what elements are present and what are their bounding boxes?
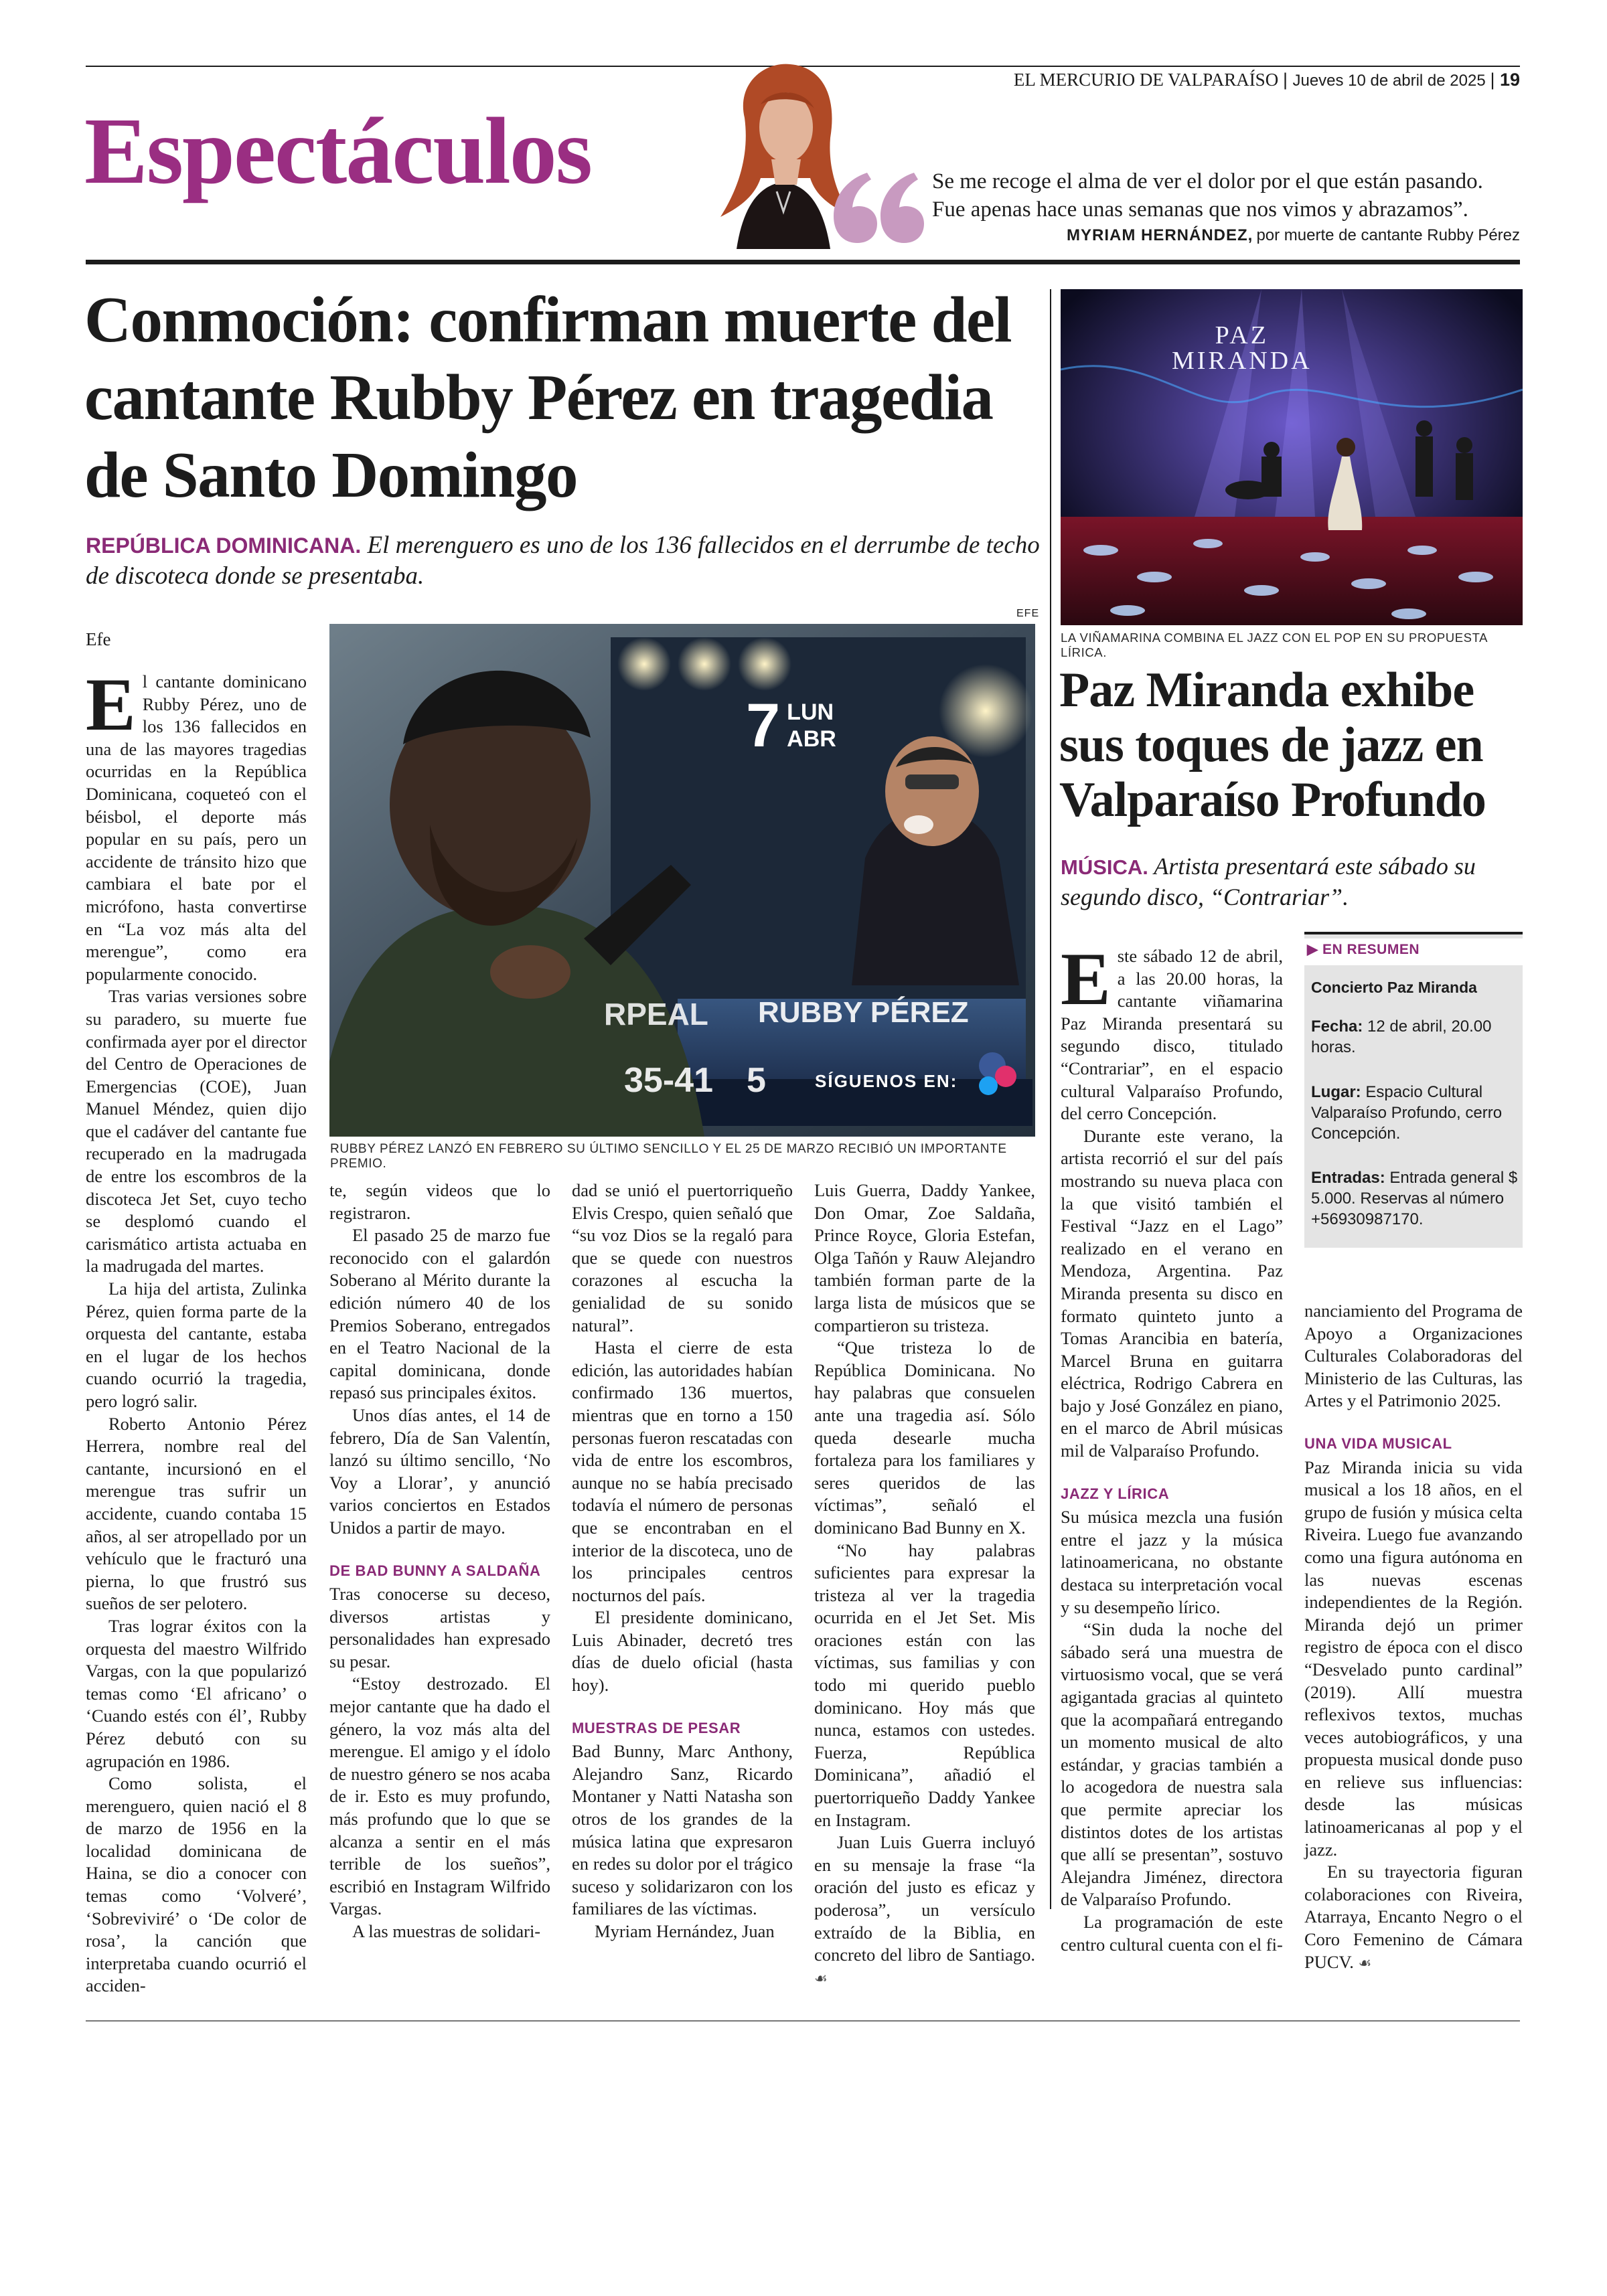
side-deck (1061, 851, 1523, 912)
quote-context: por muerte de cantante Rubby Pérez (1256, 226, 1520, 244)
main-col-1 (86, 663, 307, 1997)
main-photo (329, 624, 1035, 1137)
paragraph: Tras conocerse su deceso, diversos artistas y personalidades han expresado su pesar. (329, 1584, 550, 1671)
paragraph: Paz Miranda inicia su vida musical a los 18 años, en el grupo de fusión y música celta Riveira. Luego fue avanzando como una figura autónoma en las nuevas escenas independientes de la Región. Miranda dejó un primer registro de época con el disco “Desvelado punto cardinal” (2019). Allí muestra reflexivos textos, muchas veces autobiográficos, y una propuesta musical donde puso en relieve sus influencias: desde las músicas latinoamericanas al pop y el jazz. (1304, 1457, 1523, 1860)
photo-credit: EFE (1016, 608, 1040, 619)
side-col-2 (1304, 1300, 1523, 1975)
paragraph: dad se unió el puertorriqueño Elvis Crespo, quien señaló que “su voz Dios se la regaló para que se quede con nuestros corazones al escucha la genialidad de su sonido natural”. (572, 1180, 793, 1335)
main-deck (86, 530, 1043, 591)
paragraph: Hasta el cierre de esta edición, las autoridades habían confirmado 136 muertos, mientras que en torno a 150 personas fueron rescatadas con vida de entre los escombros, aunque no se había precisado todavía el número de personas que se encontraban en el interior de la discoteca, uno de los principales centros nocturnos del país. (572, 1337, 793, 1605)
play-icon: ▶ (1307, 942, 1318, 957)
poster-date (746, 691, 836, 760)
side-photo-logo-bottom: MIRANDA (1172, 347, 1312, 375)
paragraph-text: En su trayectoria figuran colaboraciones con Riveira, Atarraya, Encanto Negro o el Coro Femenino de Cámara PUCV. (1304, 1862, 1523, 1972)
paragraph: “Sin duda la noche del sábado será una muestra de virtuosismo vocal, que se verá agigantada gracias al quinteto que la acompañará entregando un momento musical de alto estándar, y gracias también a lo acogedora de nuestra sala que permite apreciar los distintos dotes de los artistas que allí se presentan”, sostuvo Alejandra Jiménez, directora de Valparaíso Profundo. (1061, 1619, 1283, 1910)
masthead-line: EL MERCURIO DE VALPARAÍSO | Jueves 10 de abril de 2025 | 19 (1013, 70, 1520, 90)
paragraph: nanciamiento del Programa de Apoyo a Organizaciones Culturales Colaboradoras del Ministerio de las Culturas, las Artes y el Patrimonio 2025. (1304, 1301, 1523, 1411)
paragraph: Durante este verano, la artista recorrió el sur del país mostrando su nueva placa con la que visitó también el Festival “Jazz en el Lago” realizado en el verano en Mendoza, Argentina. Paz Miranda presenta su disco en formato quinteto junto a Tomas Arancibia en batería, Marcel Bruna en guitarra eléctrica, Rodrigo Cabrera en bajo y José González en piano, en el marco de Abril músicas mil de Valparaíso Profundo. (1061, 1125, 1283, 1461)
main-col-3 (572, 1179, 793, 1943)
paragraph: Su música mezcla una fusión entre el jazz y la música latinoamericana, no obstante destaca su interpretación vocal y su desempeño lírico. (1061, 1507, 1283, 1617)
side-deck-text: Artista presentará este sábado su segundo disco, “Contrariar”. (1061, 853, 1476, 910)
main-drop-cap: E (86, 663, 136, 746)
side-kicker: MÚSICA. (1061, 855, 1148, 879)
section-title: Espectáculos (84, 98, 591, 203)
main-kicker: REPÚBLICA DOMINICANA. (86, 534, 362, 558)
poster-day: 7 (746, 691, 781, 760)
summary-label-text: EN RESUMEN (1322, 942, 1420, 957)
poster-name: RUBBY PÉREZ (758, 996, 969, 1029)
poster-month: ABR (787, 726, 836, 752)
side-photo-logo (1172, 323, 1312, 374)
paragraph: “Estoy destrozado. El mejor cantante que ha dado el género, la voz más alta del merengue. El amigo y el ídolo de nuestro género se nos acaba de ir. Esto es muy profundo, más profundo que lo que se alcanza a sentir en el más terrible de los sueños”, escribió en Instagram Wilfrido Vargas. (329, 1673, 550, 1919)
side-drop-cap: E (1061, 938, 1111, 1021)
main-col-4 (814, 1179, 1035, 1990)
summary-date (1311, 1016, 1519, 1058)
subhead-muestras: MUESTRAS DE PESAR (572, 1719, 741, 1736)
summary-place (1311, 1082, 1519, 1144)
paper-name: EL MERCURIO DE VALPARAÍSO (1013, 70, 1279, 90)
subhead-jazz: JAZZ Y LÍRICA (1061, 1485, 1170, 1502)
poster-phone (624, 1060, 766, 1100)
side-photo-logo-top: PAZ (1215, 321, 1269, 349)
main-byline: Efe (86, 629, 111, 649)
paragraph: Bad Bunny, Marc Anthony, Alejandro Sanz, Ricardo Montaner y Natti Natasha son otros de los grandes de la música latina que expresaron en redes su dolor por el trágico suceso y solidarizaron con los familiares de las víctimas. (572, 1741, 793, 1919)
summary-tickets (1311, 1167, 1519, 1230)
poster-left-name: RPEAL (604, 997, 708, 1032)
paragraph-text: Juan Luis Guerra incluyó en su mensaje la frase “la oración del justo es eficaz y poderosa”, un versículo extraído de la Biblia, en concreto del libro de Santiago. (814, 1832, 1035, 1965)
main-col-2 (329, 1179, 550, 1943)
side-photo-caption: LA VIÑAMARINA COMBINA EL JAZZ CON EL POP EN SU PROPUESTA LÍRICA. (1061, 631, 1488, 659)
summary-date-label: Fecha: (1311, 1017, 1363, 1036)
side-col-1 (1061, 938, 1283, 1956)
paragraph: El presidente dominicano, Luis Abinader, decretó tres días de duelo oficial (hasta hoy). (572, 1607, 793, 1696)
paragraph: te, según videos que lo registraron. (329, 1180, 550, 1223)
paragraph: A las muestras de solidari- (352, 1921, 541, 1941)
subhead-vida: UNA VIDA MUSICAL (1304, 1434, 1452, 1452)
main-headline: Conmoción: confirman muerte del cantante Rubby Pérez en tragedia de Santo Domingo (84, 284, 1012, 511)
summary-place-label: Lugar: (1311, 1083, 1361, 1101)
paragraph: La programación de este centro cultural cuenta con el fi- (1061, 1911, 1283, 1955)
paragraph: l cantante dominicano Rubby Pérez, uno de los 136 fallecidos en una de las mayores tragedias ocurridas en la República Dominicana, coqueteó con el béisbol, el deporte más popular en su país, pero un accidente de tránsito hizo que cambiara el bate por el micrófono, hasta convertirse en “La voz más alta del merengue”, como era popularmente conocido. (86, 671, 307, 984)
paragraph: La hija del artista, Zulinka Pérez, quien forma parte de la orquesta del cantante, estaba en el lugar de los hechos cuando ocurrió la tragedia, pero logró salir. (86, 1279, 307, 1411)
paragraph (814, 1831, 1035, 1990)
paragraph: Tras lograr éxitos con la orquesta del maestro Wilfrido Vargas, con la que popularizó temas como ‘El africano’ o ‘Cuando estés con él’, Rubby Pérez debutó con su agrupación en 1986. (86, 1615, 307, 1771)
summary-label (1304, 938, 1523, 965)
paragraph: “Que tristeza lo de República Dominicana. No hay palabras que consuelen ante una tragedia así. Sólo queda desearle mucha fortaleza para los familiares y seres queridos de las víctimas”, señaló el dominicano Bad Bunny en X. (814, 1337, 1035, 1538)
poster-follow: SÍGUENOS EN: (815, 1071, 958, 1091)
end-mark-icon: ☙ (1358, 1955, 1372, 1972)
page-number: 19 (1499, 70, 1520, 90)
summary-box (1304, 932, 1523, 1248)
quote-author: MYRIAM HERNÁNDEZ, (1067, 226, 1253, 244)
quote-attribution (1067, 226, 1520, 245)
quote-text: Se me recoge el alma de ver el dolor por el que están pasando. Fue apenas hace unas semanas que nos vimos y abrazamos”. (932, 169, 1483, 222)
paragraph (1304, 1861, 1523, 1975)
paragraph: Myriam Hernández, Juan (595, 1921, 775, 1941)
quote-mark-icon (827, 159, 927, 249)
end-mark-icon: ☙ (814, 1970, 828, 1987)
summary-tickets-label: Entradas: (1311, 1169, 1385, 1187)
summary-date-value: 12 de abril, 20.00 horas. (1311, 1017, 1492, 1056)
paragraph: ste sábado 12 de abril, a las 20.00 horas, la cantante viñamarina Paz Miranda presentará su segundo disco, titulado “Contrariar”, en el espacio cultural Valparaíso Profundo, del cerro Concepción. (1061, 946, 1283, 1124)
poster-weekday: LUN (787, 700, 834, 725)
paragraph: Luis Guerra, Daddy Yankee, Don Omar, Zoe Saldaña, Prince Royce, Gloria Estefan, Olga Tañón y Rauw Alejandro también forman parte de la larga lista de músicos que se compartieron su tristeza. (814, 1180, 1035, 1335)
poster-phone-end: 5 (747, 1061, 766, 1100)
poster-phone-start: 35-41 (624, 1061, 713, 1100)
summary-place-value: Espacio Cultural Valparaíso Profundo, cerro Concepción. (1311, 1083, 1503, 1143)
summary-tickets-value: Entrada general $ 5.000. Reservas al número +56930987170. (1311, 1169, 1518, 1228)
main-deck-text: El merenguero es uno de los 136 fallecidos en el derrumbe de techo de discoteca donde se presentaba. (86, 531, 1040, 590)
subhead-bad-bunny: DE BAD BUNNY A SALDAÑA (329, 1562, 541, 1579)
paragraph: El pasado 25 de marzo fue reconocido con el galardón Soberano al Mérito durante la edición número 40 de los Premios Soberano, entregados en el Teatro Nacional de la capital dominicana, donde repasó sus principales éxitos. (329, 1225, 550, 1403)
main-photo-caption: RUBBY PÉREZ LANZÓ EN FEBRERO SU ÚLTIMO SENCILLO Y EL 25 DE MARZO RECIBIÓ UN IMPORTANTE PREMIO. (330, 1142, 1007, 1171)
paragraph: Unos días antes, el 14 de febrero, Día de San Valentín, lanzó su último sencillo, ‘No Voy a Llorar’, y anunció varios conciertos en Estados Unidos a partir de mayo. (329, 1404, 550, 1538)
paragraph: “No hay palabras suficientes para expresar la tristeza al ver la tragedia ocurrida en el Jet Set. Mis oraciones están con las víctimas, sus familias y con todo mi querido pueblo dominicano. Hoy más que nunca, estamos con ustedes. Fuerza, República Dominicana”, añadió el puertorriqueño Daddy Yankee en Instagram. (814, 1540, 1035, 1830)
side-photo (1061, 289, 1523, 625)
side-headline: Paz Miranda exhibe sus toques de jazz en Valparaíso Profundo (1059, 663, 1486, 827)
paragraph: Roberto Antonio Pérez Herrera, nombre real del cantante, incursionó en el merengue tras sufrir un accidente, cuando contaba 15 años, al ser atropellado por un vehículo que le fracturó una pierna, lo que frustró sus sueños de ser pelotero. (86, 1413, 307, 1614)
summary-title: Concierto Paz Miranda (1311, 979, 1477, 996)
paragraph: Tras varias versiones sobre su paradero, su muerte fue confirmada ayer por el director del Centro de Operaciones de Emergencias (COE), Juan Manuel Méndez, quien dijo que el cadáver del cantante fue recuperado en la madrugada de entre los escombros de la discoteca Jet Set, cuyo techo se desplomó cuando el carismático artista actuaba en la madrugada del martes. (86, 986, 307, 1277)
issue-date: Jueves 10 de abril de 2025 (1292, 72, 1486, 90)
paragraph: Como solista, el merenguero, quien nació el 8 de marzo de 1956 en la localidad dominicana de Haina, se dio a conocer con temas como ‘Volveré’, ‘Sobreviviré’ o ‘De color de rosa’, la canción que interpretaba cuando ocurrió el acciden- (86, 1773, 307, 1996)
